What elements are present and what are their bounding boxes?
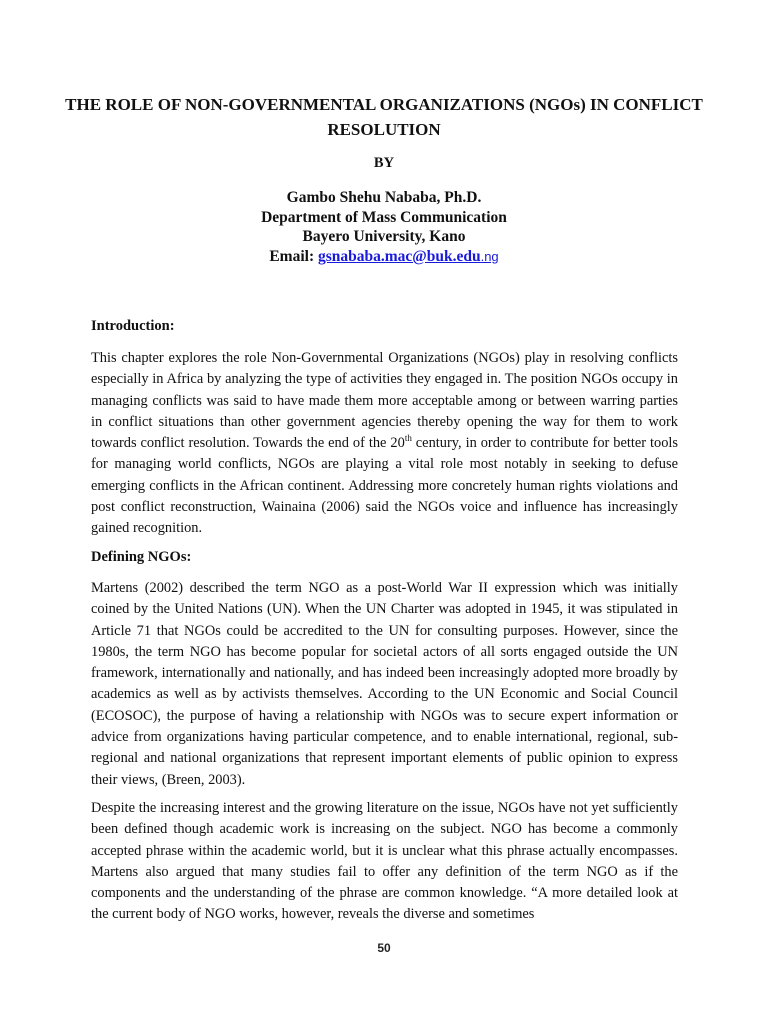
author-name: Gambo Shehu Nababa, Ph.D.: [286, 189, 482, 206]
introduction-text-part1: This chapter explores the role Non-Governmental Organizations (NGOs) play in resolving conflicts especially in Africa by analyzing the type of activities they engaged in. The position NGOs occupy in managing conflicts was said to have made them more acceptable among or between warring parties in conflict situations than other government agencies thereby opening the way for them to work towards conflict resolution. Towards the end of the 20: [91, 350, 678, 452]
page-number: 50: [377, 941, 391, 955]
defining-ngos-heading: Defining NGOs:: [91, 549, 192, 565]
introduction-paragraph: [91, 348, 678, 540]
author-block: [60, 188, 708, 266]
byline: BY: [373, 155, 395, 171]
email-label: Email:: [269, 247, 315, 265]
author-university: Bayero University, Kano: [302, 228, 466, 245]
author-department: Department of Mass Communication: [261, 208, 507, 226]
defining-ngos-paragraph-2: Despite the increasing interest and the growing literature on the issue, NGOs have not yet sufficiently been defined though academic work is increasing on the subject. NGO has become a commonly accepted phrase within the academic world, but it is unclear what this phrase actually encompasses. Martens also argued that many studies fail to offer any definition of the term NGO as if the components and the understanding of the phrase are common knowledge. “A more detailed look at the current body of NGO works, however, reveals the diverse and sometimes: [91, 800, 678, 923]
email-tld[interactable]: .ng: [480, 248, 499, 264]
author-email-line: [60, 247, 708, 267]
document-title: THE ROLE OF NON-GOVERNMENTAL ORGANIZATIONS (NGOs) IN CONFLICT RESOLUTION: [65, 95, 703, 139]
defining-ngos-paragraph-1: Martens (2002) described the term NGO as a post-World War II expression which was initially coined by the United Nations (UN). When the UN Charter was adopted in 1945, it was stipulated in Article 71 that NGOs could be accredited to the UN for consulting purposes. However, since the 1980s, the term NGO has become popular for societal actors of all sorts engaged outside the UN framework, internationally and nationally, and has indeed been increasingly adopted more broadly by academics as well as by activists themselves. According to the UN Economic and Social Council (ECOSOC), the purpose of having a relationship with NGOs was to secure expert information or advice from organizations having particular competence, and to enable international, regional, sub-regional and national organizations that represent important elements of public opinion to express their views, (Breen, 2003).: [91, 580, 678, 788]
introduction-superscript: th: [404, 433, 412, 444]
email-link[interactable]: gsnababa.mac@buk.edu: [317, 247, 481, 265]
introduction-heading: Introduction:: [91, 318, 175, 334]
introduction-text-part2: century, in order to contribute for better tools for managing world conflicts, NGOs are playing a vital role most notably in seeking to defuse emerging conflicts in the African continent. Addressing more concretely human rights violations and post conflict reconstruction, Wainaina (2006) said the NGOs voice and influence has increasingly gained recognition.: [91, 435, 678, 537]
